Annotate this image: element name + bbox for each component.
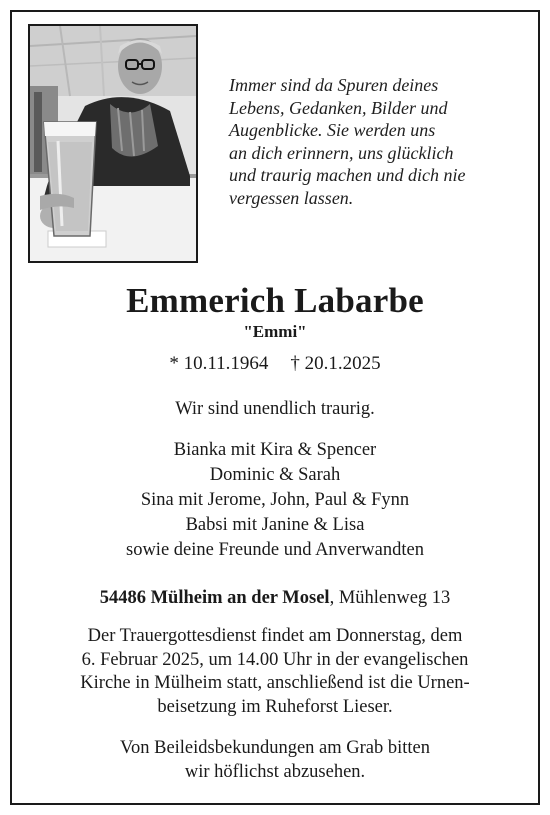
poem-line: Immer sind da Spuren deines <box>229 75 439 95</box>
address <box>12 586 538 610</box>
life-dates <box>12 352 538 376</box>
closing-line: wir höflichst abzusehen. <box>184 761 366 782</box>
service-line: Der Trauergottesdienst findet am Donnerstag, dem <box>87 626 463 646</box>
closing-line: Von Beileidsbekundungen am Grab bitten <box>120 738 430 758</box>
service-info <box>12 625 538 719</box>
family-line: Dominic & Sarah <box>209 465 341 485</box>
address-city: 54486 Mülheim an der Mosel <box>99 588 330 608</box>
service-line: Kirche in Mülheim statt, anschließend ist die Urnen- <box>80 673 470 693</box>
birth-date: * 10.11.1964 <box>169 353 269 374</box>
family-line: Bianka mit Kira & Spencer <box>173 440 377 460</box>
address-street: , Mühlenweg 13 <box>329 588 451 608</box>
poem-line: Augenblicke. Sie werden uns <box>229 120 436 140</box>
poem-line: und traurig machen und dich nie <box>229 165 466 185</box>
family-line: Sina mit Jerome, John, Paul & Fynn <box>140 490 410 510</box>
family-line: sowie deine Freunde und Anverwandten <box>126 540 424 560</box>
poem-block <box>229 74 529 209</box>
grief-message: Wir sind unendlich traurig. <box>175 399 375 419</box>
death-date: † 20.1.2025 <box>290 353 381 374</box>
deceased-name: Emmerich Labarbe <box>126 281 424 320</box>
family-line: Babsi mit Janine & Lisa <box>185 515 365 535</box>
family-list <box>12 438 538 563</box>
poem-line: an dich erinnern, uns glücklich <box>229 142 454 163</box>
poem-line: Lebens, Gedanken, Bilder und <box>229 97 448 118</box>
closing-note <box>12 737 538 784</box>
service-line: 6. Februar 2025, um 14.00 Uhr in der evangelischen <box>81 649 469 670</box>
portrait-photo <box>28 24 198 263</box>
service-line: beisetzung im Ruheforst Lieser. <box>157 696 393 717</box>
deceased-nickname: "Emmi" <box>243 322 307 341</box>
poem-line: vergessen lassen. <box>229 187 354 208</box>
